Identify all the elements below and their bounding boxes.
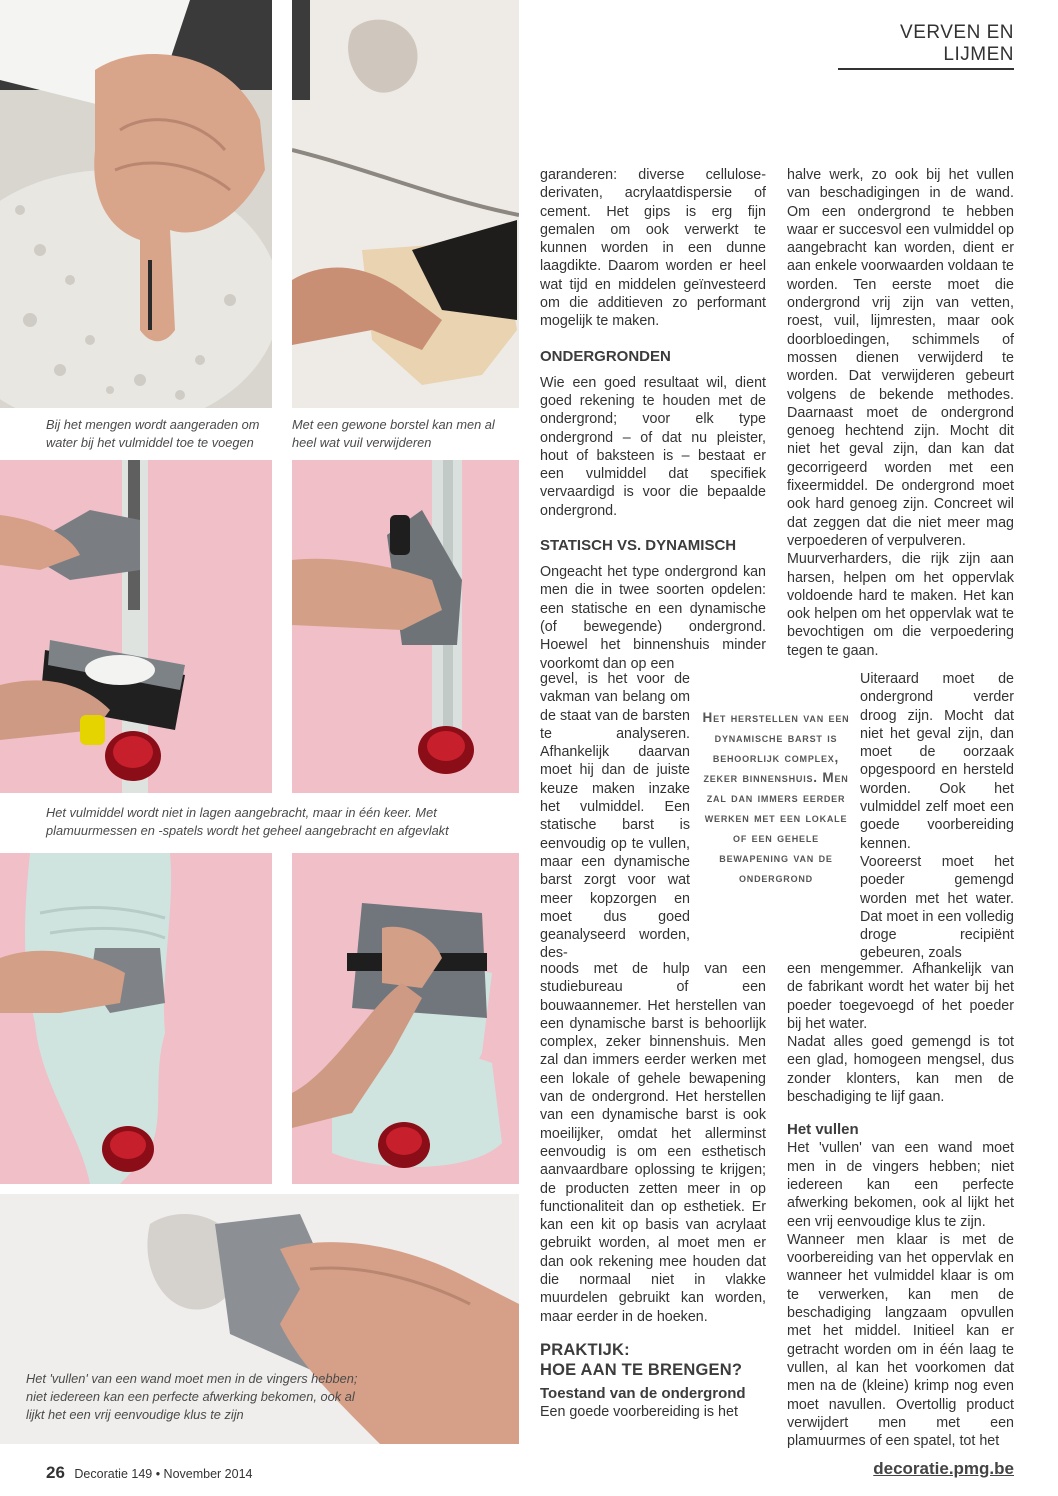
caption-filling: Het 'vullen' van een wand moet men in de vingers hebben; niet iedereen kan een perfecte afwerking bekomen, ook al lijkt het een vrij eenvoudige klus te zijn xyxy=(26,1371,358,1422)
text-column-1-lower xyxy=(540,960,766,1421)
text-column-2 xyxy=(787,166,1014,660)
heading-praktijk-line2: HOE AAN TE BRENGEN? xyxy=(540,1360,743,1379)
photo-large-spatula xyxy=(292,853,519,1184)
heading-praktijk xyxy=(540,1340,766,1380)
paragraph: Wanneer men klaar is met de voorbereiding van het oppervlak en wanneer het vulmiddel klaar is om te verwerken, kan men de beschadiging langzaam opvullen met het middel. Initieel kan er getracht worden om in één laag te vullen, al kan het voorkomen dat men na de (kleine) krimp nog even moet navullen. Overtollig product verwijdert men met een plamuurmes of een spatel, tot het xyxy=(787,1231,1014,1450)
paragraph: gevel, is het voor de vakman van belang om de staat van de barsten te analyseren. Afhankelijk daarvan moet hij dan de juiste keuze maken inzake het vulmiddel. Een statische barst is eenvoudig op te vullen, maar een dynamische barst zorgt voor wat meer kopzorgen en moet dus goed geanalyseerd worden, des- xyxy=(540,671,690,962)
heading-ondergronden: ONDERGRONDEN xyxy=(540,347,671,365)
section-header: VERVEN EN LIJMEN xyxy=(838,22,1014,70)
caption-brush: Met een gewone borstel kan men al heel wat vuil verwijderen xyxy=(292,417,495,450)
paragraph: noods met de hulp van een studiebureau of een bouwaannemer. Het herstellen van een dynamische barst is behoorlijk complex, zeker binnenshuis. Men zal dan immers eerder werken met een lokale of gehele bewapening van de ondergrond. Het herstellen van een dynamische barst is ook moeilijker, omdat het allerminst eenvoudig is om een esthetisch aanvaardbare oplossing te krijgen; de producten zetten meer in op functionaliteit dan op esthetiek. Er kan een kit op basis van acrylaat gebruikt worden, al moet men er dan ook rekening mee houden dat die normaal niet in vlakke muurdelen gebruikt kan worden, maar eerder in de hoeken. xyxy=(540,961,766,1325)
paragraph: een mengemmer. Afhankelijk van de fabrikant wordt het water bij het poeder toegevoegd of het poeder bij het water. xyxy=(787,961,1014,1032)
photo-mixing-filler xyxy=(0,0,272,408)
paragraph: Uiteraard moet de ondergrond verder droog zijn. Mocht dat niet het geval zijn, dan moet de oorzaak opgespoord en hersteld worden. Ook het vulmiddel zelf moet een goede voorbereiding kennen. xyxy=(860,671,1014,852)
heading-statisch: STATISCH VS. DYNAMISCH xyxy=(540,537,737,555)
text-column-1-narrow xyxy=(540,670,690,963)
paragraph: Ongeacht het type ondergrond kan men die in twee soorten opdelen: een statische en een dynamische (of bewegende) ondergrond. Hoewel het binnenshuis minder voorkomt dan op een xyxy=(540,564,766,672)
paragraph: Nadat alles goed gemengd is tot een glad, homogeen mengsel, dus zonder klonters, kan men de beschadiging te lijf gaan. xyxy=(787,1034,1014,1106)
footer-left xyxy=(46,1463,253,1483)
paragraph: halve werk, zo ook bij het vullen van beschadigingen in de wand. Om een ondergrond te hebben waar er succesvol een vulmiddel op aangebracht kan worden, dient er aan enkele voorwaarden voldaan te worden. Ten eerste moet die ondergrond vrij zijn van vetten, roest, vuil, lijmresten, maar ook doorbloedingen, schimmels of mossen dienen verwijderd te worden. Dat verwijderen gebeurt volgens de bekende methodes. Daarnaast moet de ondergrond genoeg hechtend zijn. Mocht dit niet het geval zijn, dan kan dat gecorrigeerd worden met een fixeermiddel. De ondergrond moet ook hard genoeg zijn. Concreet wil dat zeggen dat die niet meer mag verpoederen of verpulveren. xyxy=(787,167,1014,549)
pull-quote: Het herstellen van een dynamische barst is behoorlijk complex, zeker binnenshuis. Men zal dan immers eerder werken met een lokale of een gehele bewapening van de ondergrond xyxy=(702,710,850,885)
page-number: 26 xyxy=(46,1463,65,1482)
website-link[interactable]: decoratie.pmg.be xyxy=(873,1459,1014,1478)
paragraph: Het 'vullen' van een wand moet men in de vingers hebben; niet iedereen kan een perfecte afwerking bekomen, ook al lijkt het een vrij eenvoudige klus te zijn. xyxy=(787,1140,1014,1230)
paragraph: Een goede voorbereiding is het xyxy=(540,1403,738,1420)
paragraph: Wie een goed resultaat wil, dient goed rekening te houden met de ondergrond; voor elk type ondergrond – of dat nu pleister, hout of baksteen is – bestaat er een vulmiddel dat specifiek vervaardigd is voor die bepaalde ondergrond. xyxy=(540,374,766,519)
heading-praktijk-line1: PRAKTIJK: xyxy=(540,1340,630,1359)
heading-het-vullen: Het vullen xyxy=(787,1121,859,1139)
text-column-2-narrow xyxy=(860,670,1014,963)
photo-smoothing-strip xyxy=(292,460,519,793)
magazine-issue: Decoratie 149 • November 2014 xyxy=(74,1467,253,1481)
photo-wide-smear xyxy=(0,853,272,1184)
caption-mixing: Bij het mengen wordt aangeraden om water bij het vulmiddel toe te voegen xyxy=(46,417,260,450)
caption-applying: Het vulmiddel wordt niet in lagen aangebracht, maar in één keer. Met plamuurmessen en -spatels wordt het geheel aangebracht en afgevlakt xyxy=(46,805,449,838)
paragraph: Vooreerst moet het poeder gemengd worden met het water. Dat moet in een volledig droge recipiënt gebeuren, zoals xyxy=(860,853,1014,962)
heading-toestand: Toestand van de ondergrond xyxy=(540,1384,746,1402)
paragraph: garanderen: diverse cellulose-derivaten, acrylaatdispersie of cement. Het gips is erg fijn gemalen om ook verwerkt te kunnen worden in een dunne laagdikte. Daarom worden er heel wat tijd en middelen geïnvesteerd om die additieven zo performant mogelijk te maken. xyxy=(540,167,766,330)
photo-applying-filler xyxy=(0,460,272,793)
text-column-1 xyxy=(540,166,766,673)
text-column-2-lower xyxy=(787,960,1014,1450)
paragraph: Muurverharders, die rijk zijn aan harsen, helpen om het oppervlak voldoende hard te maken. Het kan ook helpen om het oppervlak wat te bevochtigen om die verpoedering tegen te gaan. xyxy=(787,551,1014,659)
photo-brush-cleaning xyxy=(292,0,519,408)
